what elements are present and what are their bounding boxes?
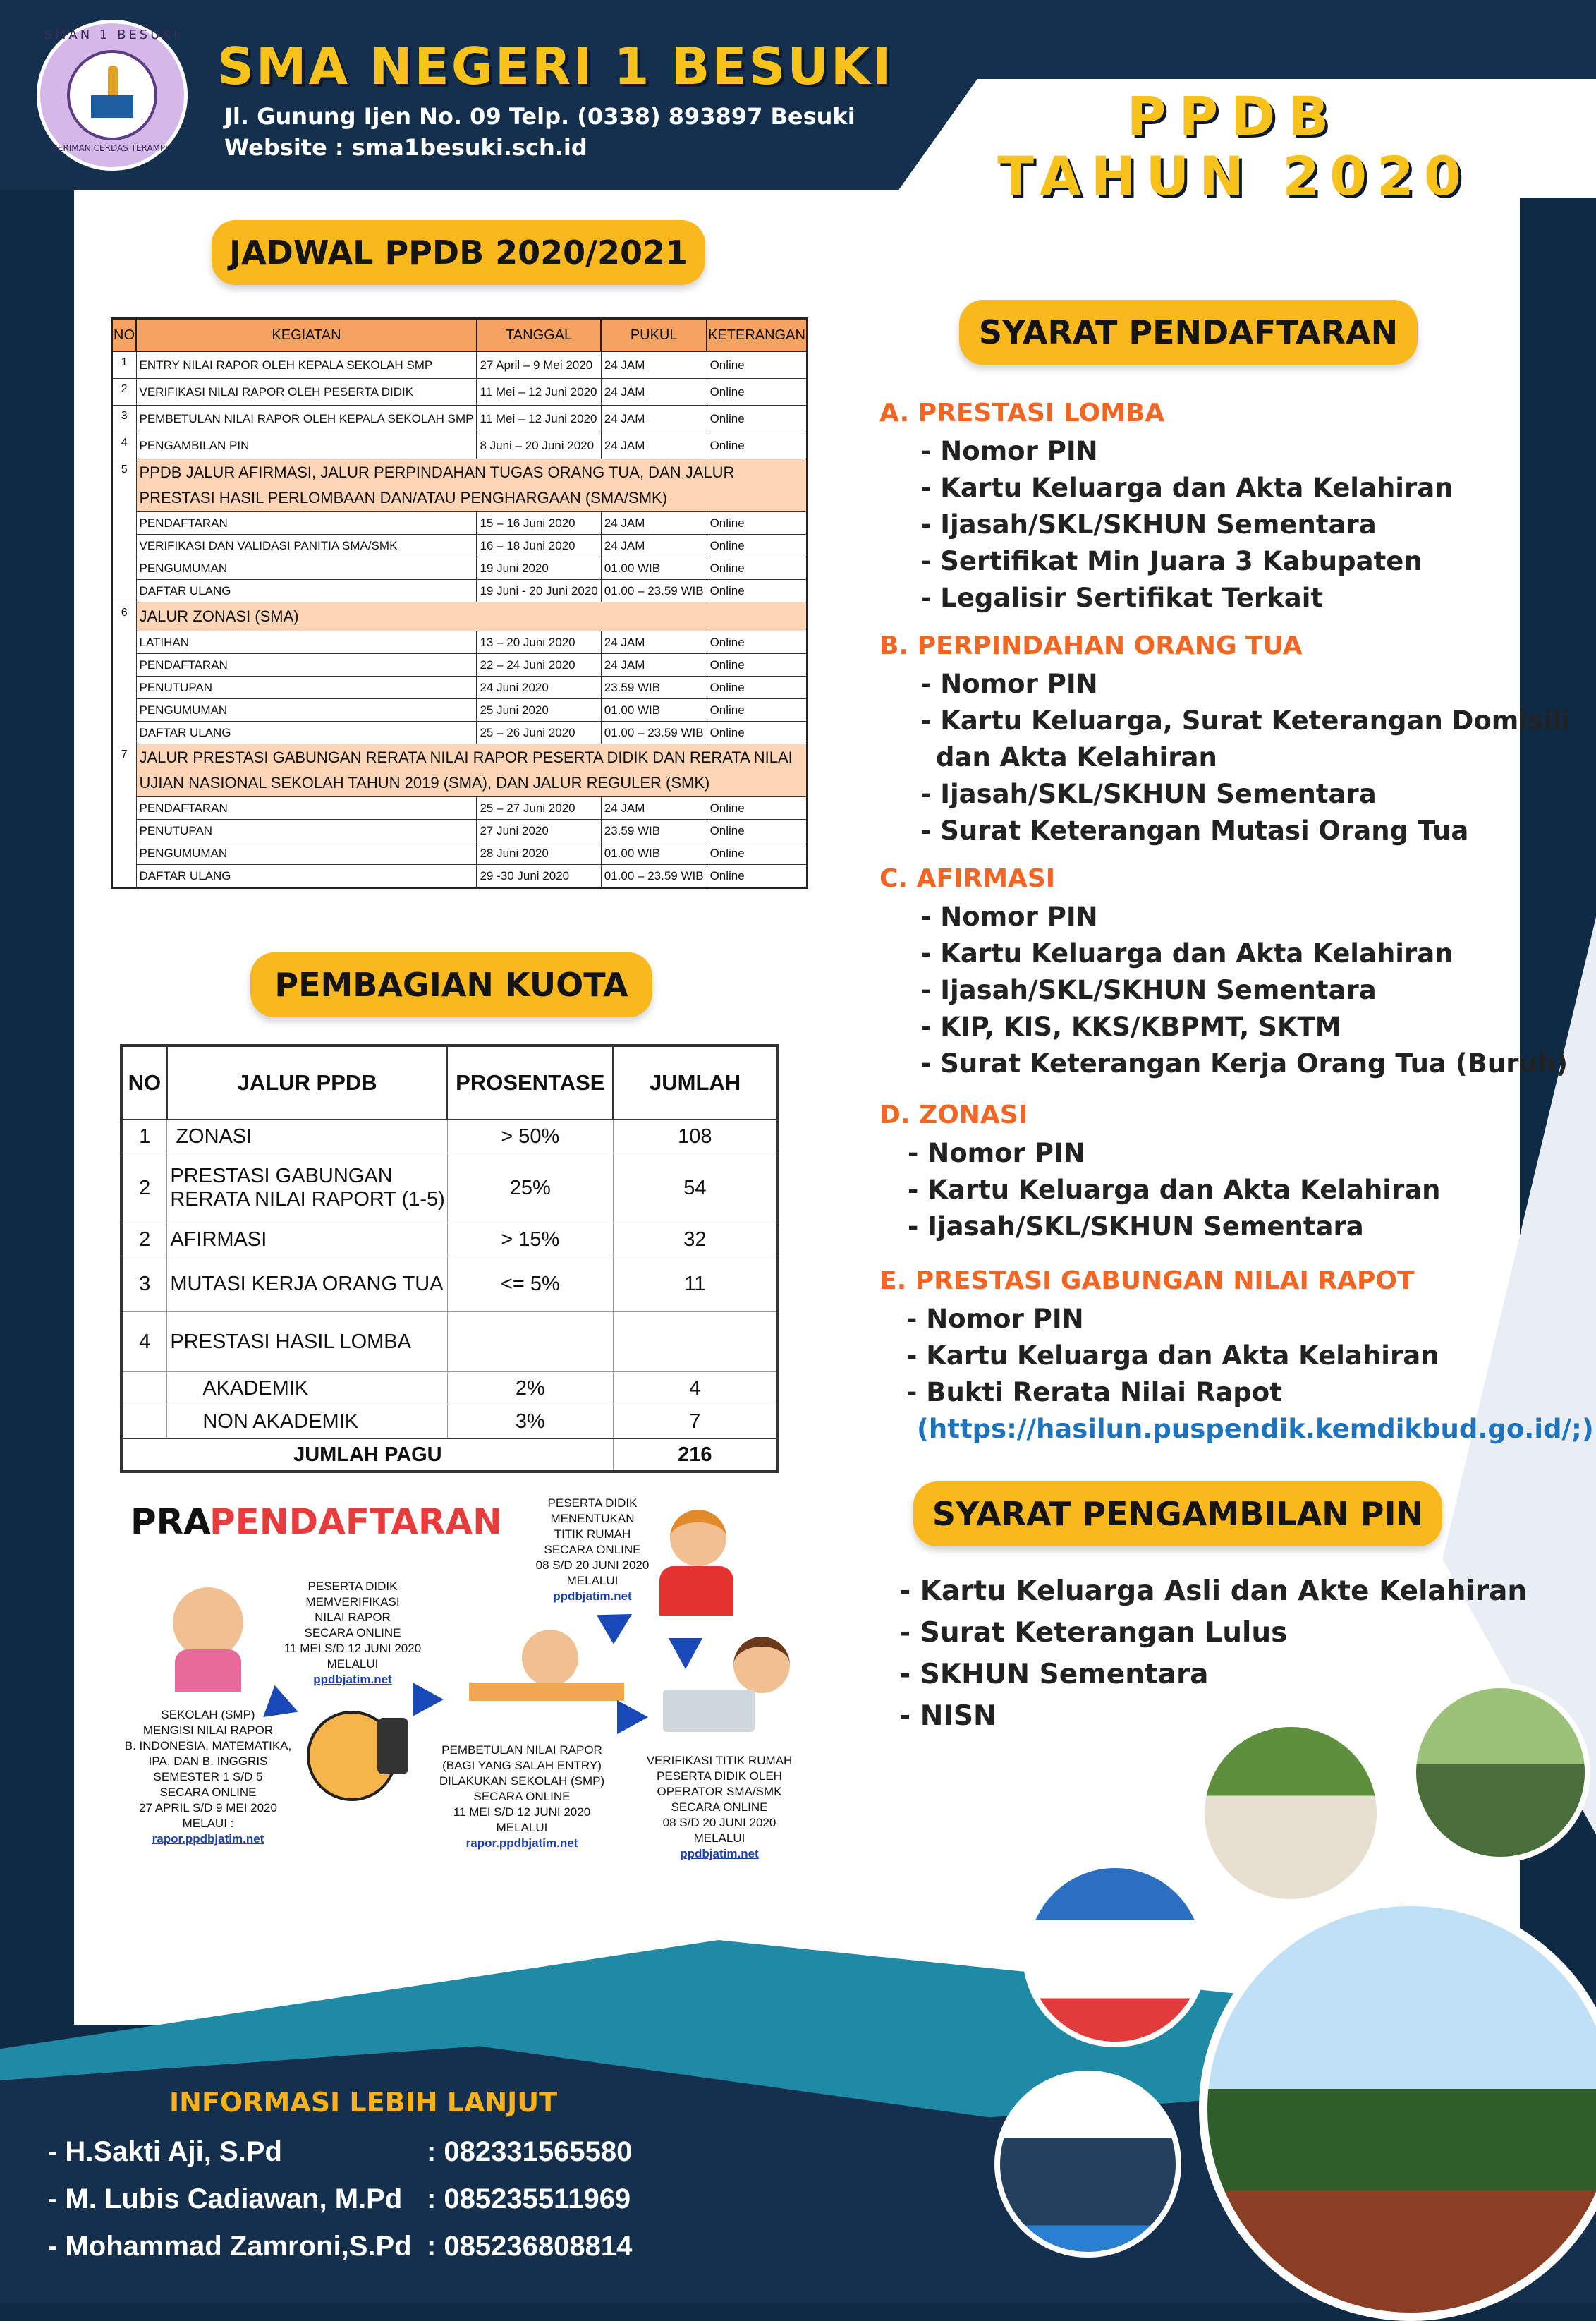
schedule-row: [112, 580, 808, 602]
requirement-item: - Sertifikat Min Juara 3 Kabupaten: [920, 546, 1423, 576]
quota-table: [120, 1044, 779, 1473]
cell-keterangan: Online: [707, 722, 807, 744]
schedule-row: [112, 535, 808, 557]
quota-title: PEMBAGIAN KUOTA: [250, 952, 652, 1017]
requirement-item: - Surat Keterangan Mutasi Orang Tua: [920, 816, 1469, 846]
schedule-title: JADWAL PPDB 2020/2021: [212, 220, 705, 285]
cell-pukul: 23.59 WIB: [601, 820, 707, 842]
schedule-group-row: [112, 602, 808, 631]
pra-step-link[interactable]: rapor.ppdbjatim.net: [465, 1836, 578, 1850]
ppdb-year: TAHUN 2020: [997, 145, 1471, 207]
schedule-row: [112, 654, 808, 677]
requirement-section-heading: D. ZONASI: [879, 1101, 1028, 1129]
school-website: Website : sma1besuki.sch.id: [224, 134, 587, 161]
pra-step-line: SEKOLAH (SMP): [161, 1708, 255, 1721]
requirement-item: - Ijasah/SKL/SKHUN Sementara: [908, 1211, 1364, 1242]
contact-title: INFORMASI LEBIH LANJUT: [169, 2087, 558, 2118]
quota-cell-jalur: PRESTASI HASIL LOMBA: [167, 1312, 448, 1372]
verifier-figure-icon: [733, 1637, 790, 1693]
quota-row: [121, 1312, 778, 1372]
cell-tanggal: 25 Juni 2020: [477, 699, 601, 722]
schedule-row: [112, 557, 808, 580]
pra-step-line: MELALUI: [566, 1574, 619, 1587]
quota-cell-jalur: AFIRMASI: [167, 1223, 448, 1256]
requirement-item: - Ijasah/SKL/SKHUN Sementara: [920, 779, 1377, 809]
quota-cell-prosentase: 25%: [447, 1153, 613, 1223]
cell-keterangan: Online: [707, 406, 807, 432]
requirement-item: - Kartu Keluarga dan Akta Kelahiran: [908, 1175, 1441, 1205]
ppdb-title: PPDB: [1126, 85, 1342, 147]
schedule-group-title: JALUR ZONASI (SMA): [136, 602, 807, 631]
logo-emblem: [67, 50, 157, 140]
quota-col-jalur: JALUR PPDB: [167, 1046, 448, 1120]
arrow-down-icon: [669, 1638, 702, 1669]
pin-requirements-title: SYARAT PENGAMBILAN PIN: [913, 1481, 1442, 1546]
quota-cell-jumlah: 11: [613, 1256, 778, 1312]
quota-cell-no: 1: [121, 1120, 167, 1153]
cell-pukul: 01.00 – 23.59 WIB: [601, 580, 707, 602]
quota-row: [121, 1153, 778, 1223]
schedule-row: [112, 699, 808, 722]
pra-step-line: 27 APRIL S/D 9 MEI 2020: [139, 1801, 277, 1814]
col-kegiatan: KEGIATAN: [136, 319, 477, 352]
phone-icon: [377, 1718, 408, 1774]
cell-pukul: 24 JAM: [601, 351, 707, 379]
cell-keterangan: Online: [707, 351, 807, 379]
requirement-section-heading: C. AFIRMASI: [879, 864, 1056, 893]
contact-name: - H.Sakti Aji, S.Pd: [48, 2136, 282, 2167]
cell-tanggal: 22 – 24 Juni 2020: [477, 654, 601, 677]
col-keterangan: KETERANGAN: [707, 319, 807, 352]
cell-kegiatan: PENGUMUMAN: [136, 557, 477, 580]
quota-cell-prosentase: 3%: [447, 1405, 613, 1439]
quota-col-no: NO: [121, 1046, 167, 1120]
contact-phone[interactable]: : 085236808814: [427, 2231, 633, 2262]
quota-cell-prosentase: > 50%: [447, 1120, 613, 1153]
cell-no: 2: [112, 379, 137, 406]
pra-step-4: [522, 1496, 663, 1604]
cell-keterangan: Online: [707, 557, 807, 580]
cell-tanggal: 25 – 27 Juni 2020: [477, 797, 601, 820]
pra-step-1: [120, 1707, 296, 1847]
pra-step-link[interactable]: ppdbjatim.net: [680, 1847, 759, 1860]
pin-requirement-item: - SKHUN Sementara: [899, 1659, 1209, 1690]
requirement-item: - Kartu Keluarga dan Akta Kelahiran: [920, 938, 1454, 969]
cell-tanggal: 24 Juni 2020: [477, 677, 601, 699]
cell-tanggal: 27 April – 9 Mei 2020: [477, 351, 601, 379]
requirement-link[interactable]: (https://hasilun.puspendik.kemdikbud.go.id/;): [917, 1414, 1594, 1444]
school-address: Jl. Gunung Ijen No. 09 Telp. (0338) 893897 Besuki: [224, 103, 855, 130]
cell-tanggal: 28 Juni 2020: [477, 842, 601, 865]
requirement-item: - Nomor PIN: [906, 1304, 1084, 1334]
cell-tanggal: 19 Juni - 20 Juni 2020: [477, 580, 601, 602]
pin-requirement-item: - NISN: [899, 1700, 997, 1732]
cell-no: 7: [112, 744, 137, 888]
cell-pukul: 24 JAM: [601, 406, 707, 432]
cell-keterangan: Online: [707, 677, 807, 699]
pra-step-line: MENENTUKAN: [550, 1512, 635, 1525]
pra-step-line: NILAI RAPOR: [315, 1611, 391, 1624]
requirement-section-heading: E. PRESTASI GABUNGAN NILAI RAPOT: [879, 1266, 1415, 1295]
cell-pukul: 24 JAM: [601, 379, 707, 406]
cell-keterangan: Online: [707, 654, 807, 677]
cell-tanggal: 13 – 20 Juni 2020: [477, 631, 601, 654]
schedule-row: [112, 677, 808, 699]
karate-champions-photo: [1023, 1862, 1207, 2047]
contact-phone[interactable]: : 082331565580: [427, 2136, 633, 2167]
cell-no: 1: [112, 351, 137, 379]
pra-step-line: 08 S/D 20 JUNI 2020: [535, 1558, 650, 1572]
cell-keterangan: Online: [707, 379, 807, 406]
pra-step-5: [638, 1753, 800, 1862]
quota-col-jumlah: JUMLAH: [613, 1046, 778, 1120]
pra-step-line: SECARA ONLINE: [304, 1626, 401, 1640]
desk-icon: [469, 1683, 624, 1701]
pra-step-line: SECARA ONLINE: [671, 1800, 768, 1814]
schedule-group-title: PPDB JALUR AFIRMASI, JALUR PERPINDAHAN TUGAS ORANG TUA, DAN JALUR PRESTASI HASIL PERLOMBAAN DAN/ATAU PENGHARGAAN (SMA/SMK): [136, 459, 807, 512]
cell-kegiatan: ENTRY NILAI RAPOR OLEH KEPALA SEKOLAH SMP: [136, 351, 477, 379]
cell-no: 3: [112, 406, 137, 432]
quota-cell-no: 2: [121, 1153, 167, 1223]
quota-cell-jumlah: 54: [613, 1153, 778, 1223]
pin-requirement-item: - Surat Keterangan Lulus: [899, 1617, 1288, 1649]
quota-row: [121, 1223, 778, 1256]
cell-kegiatan: PENDAFTARAN: [136, 654, 477, 677]
cell-pukul: 24 JAM: [601, 432, 707, 459]
pra-step-line: PESERTA DIDIK OLEH: [657, 1769, 782, 1783]
pra-title-main: PENDAFTARAN: [209, 1501, 502, 1542]
cell-keterangan: Online: [707, 580, 807, 602]
pra-step-line: MELALUI: [327, 1657, 379, 1671]
pra-step-line: PESERTA DIDIK: [547, 1496, 638, 1510]
quota-cell-jumlah: 4: [613, 1372, 778, 1405]
contact-name: - M. Lubis Cadiawan, M.Pd: [48, 2183, 403, 2214]
cell-tanggal: 11 Mei – 12 Juni 2020: [477, 379, 601, 406]
pra-step-line: PEMBETULAN NILAI RAPOR: [441, 1743, 602, 1757]
schedule-group-title: JALUR PRESTASI GABUNGAN RERATA NILAI RAPOR PESERTA DIDIK DAN RERATA NILAI UJIAN NASIONAL SEKOLAH TAHUN 2019 (SMA), DAN JALUR REGULER (SMK): [136, 744, 807, 797]
requirement-section-heading: A. PRESTASI LOMBA: [879, 399, 1165, 428]
quota-cell-prosentase: > 15%: [447, 1223, 613, 1256]
pin-requirement-item: - Kartu Keluarga Asli dan Akte Kelahiran: [899, 1575, 1528, 1607]
pra-step-line: MEMVERIFIKASI: [305, 1595, 400, 1608]
cell-kegiatan: PENUTUPAN: [136, 820, 477, 842]
quota-total-value: 216: [613, 1438, 778, 1472]
schedule-row: [112, 865, 808, 888]
award-ceremony-photo: [994, 2071, 1181, 2258]
schedule-row: [112, 797, 808, 820]
pra-step-line: MELAUI :: [182, 1817, 234, 1830]
cell-pukul: 24 JAM: [601, 797, 707, 820]
cell-kegiatan: PENDAFTARAN: [136, 797, 477, 820]
schedule-row: [112, 820, 808, 842]
pra-step-line: SECARA ONLINE: [159, 1786, 257, 1799]
cell-kegiatan: LATIHAN: [136, 631, 477, 654]
requirement-item: - Kartu Keluarga dan Akta Kelahiran: [920, 473, 1454, 503]
pra-step-line: 08 S/D 20 JUNI 2020: [662, 1816, 776, 1829]
school-logo: [37, 20, 188, 171]
quota-cell-prosentase: [447, 1312, 613, 1372]
pra-step-line: SECARA ONLINE: [473, 1790, 571, 1803]
pra-step-line: B. INDONESIA, MATEMATIKA,: [124, 1739, 292, 1752]
contact-name: - Mohammad Zamroni,S.Pd: [48, 2231, 412, 2262]
cell-kegiatan: DAFTAR ULANG: [136, 722, 477, 744]
cell-tanggal: 15 – 16 Juni 2020: [477, 512, 601, 535]
cell-keterangan: Online: [707, 535, 807, 557]
quota-cell-jalur: ZONASI: [167, 1120, 448, 1153]
requirement-item: - Legalisir Sertifikat Terkait: [920, 583, 1324, 613]
contact-phone[interactable]: : 085235511969: [427, 2183, 631, 2214]
pra-step-link[interactable]: ppdbjatim.net: [313, 1673, 392, 1686]
quota-row: [121, 1256, 778, 1312]
pra-title-prefix: PRA: [130, 1501, 211, 1542]
quota-cell-jumlah: 108: [613, 1120, 778, 1153]
col-no: NO: [112, 319, 137, 352]
schedule-row: [112, 351, 808, 379]
cell-kegiatan: PENDAFTARAN: [136, 512, 477, 535]
pra-step-line: 11 MEI S/D 12 JUNI 2020: [284, 1642, 422, 1655]
cell-tanggal: 16 – 18 Juni 2020: [477, 535, 601, 557]
cell-kegiatan: DAFTAR ULANG: [136, 580, 477, 602]
requirement-item: dan Akta Kelahiran: [936, 742, 1217, 772]
student-body-icon: [659, 1566, 733, 1616]
schedule-row: [112, 379, 808, 406]
schedule-row: [112, 631, 808, 654]
quota-col-prosentase: PROSENTASE: [447, 1046, 613, 1120]
quota-cell-jumlah: 7: [613, 1405, 778, 1439]
quota-cell-jalur: MUTASI KERJA ORANG TUA: [167, 1256, 448, 1312]
cell-tanggal: 11 Mei – 12 Juni 2020: [477, 406, 601, 432]
cell-tanggal: 25 – 26 Juni 2020: [477, 722, 601, 744]
schedule-row: [112, 406, 808, 432]
cell-keterangan: Online: [707, 820, 807, 842]
pra-step-line: SEMESTER 1 S/D 5: [153, 1770, 263, 1783]
torch-icon: [108, 66, 118, 97]
cell-kegiatan: PEMBETULAN NILAI RAPOR OLEH KEPALA SEKOLAH SMP: [136, 406, 477, 432]
requirement-item: - Kartu Keluarga, Surat Keterangan Domisili: [920, 705, 1571, 736]
teacher-body-icon: [175, 1649, 241, 1692]
cell-no: 6: [112, 602, 137, 744]
quota-cell-no: 2: [121, 1223, 167, 1256]
book-icon: [91, 95, 133, 118]
requirement-item: - Nomor PIN: [920, 902, 1098, 932]
cell-pukul: 01.00 WIB: [601, 699, 707, 722]
quota-cell-no: 4: [121, 1312, 167, 1372]
pra-step-line: 11 MEI S/D 12 JUNI 2020: [453, 1805, 591, 1819]
quota-cell-jumlah: [613, 1312, 778, 1372]
schedule-table: [111, 317, 808, 889]
requirement-item: - Bukti Rerata Nilai Rapot: [906, 1377, 1282, 1407]
operator-figure-icon: [522, 1630, 578, 1686]
col-pukul: PUKUL: [601, 319, 707, 352]
laptop-icon: [663, 1690, 755, 1732]
quota-cell-prosentase: 2%: [447, 1372, 613, 1405]
logo-motto: BERIMAN CERDAS TERAMPIL: [51, 143, 173, 153]
pra-step-line: VERIFIKASI TITIK RUMAH: [646, 1754, 793, 1767]
cell-keterangan: Online: [707, 631, 807, 654]
pra-step-line: MENGISI NILAI RAPOR: [142, 1723, 274, 1737]
requirement-item: - KIP, KIS, KKS/KBPMT, SKTM: [920, 1012, 1341, 1042]
quota-cell-jalur: NON AKADEMIK: [167, 1405, 448, 1439]
pra-step-line: MELALUI: [496, 1821, 548, 1834]
pra-step-line: TITIK RUMAH: [554, 1527, 631, 1541]
schedule-header-row: [112, 319, 808, 352]
cell-pukul: 01.00 WIB: [601, 557, 707, 580]
cell-kegiatan: PENGUMUMAN: [136, 699, 477, 722]
cell-keterangan: Online: [707, 512, 807, 535]
schedule-row: [112, 432, 808, 459]
cell-kegiatan: PENGUMUMAN: [136, 842, 477, 865]
quota-cell-no: [121, 1372, 167, 1405]
cell-keterangan: Online: [707, 699, 807, 722]
pra-step-line: MELALUI: [693, 1831, 745, 1845]
requirement-item: - Nomor PIN: [920, 436, 1098, 466]
cell-pukul: 24 JAM: [601, 631, 707, 654]
quota-header-row: [121, 1046, 778, 1120]
quota-cell-jumlah: 32: [613, 1223, 778, 1256]
teacher-figure-icon: [173, 1587, 243, 1658]
quota-cell-jalur: PRESTASI GABUNGAN RERATA NILAI RAPORT (1-5): [167, 1153, 448, 1223]
cell-kegiatan: DAFTAR ULANG: [136, 865, 477, 888]
logo-top-text: SMAN 1 BESUKI: [44, 28, 181, 42]
cell-pukul: 24 JAM: [601, 654, 707, 677]
quota-total-row: [121, 1438, 778, 1472]
cell-pukul: 01.00 WIB: [601, 842, 707, 865]
cell-keterangan: Online: [707, 432, 807, 459]
cell-kegiatan: PENGAMBILAN PIN: [136, 432, 477, 459]
cell-pukul: 24 JAM: [601, 512, 707, 535]
pra-step-line: PESERTA DIDIK: [307, 1580, 398, 1593]
students-praying-photo: [1199, 1721, 1382, 1905]
schedule-group-row: [112, 744, 808, 797]
cell-kegiatan: VERIFIKASI NILAI RAPOR OLEH PESERTA DIDIK: [136, 379, 477, 406]
schedule-row: [112, 722, 808, 744]
quota-cell-no: [121, 1405, 167, 1439]
pra-step-link[interactable]: ppdbjatim.net: [553, 1589, 632, 1603]
cell-no: 5: [112, 459, 137, 602]
pra-step-link[interactable]: rapor.ppdbjatim.net: [152, 1832, 264, 1846]
cell-keterangan: Online: [707, 865, 807, 888]
pra-step-3: [434, 1743, 610, 1851]
quota-row: [121, 1405, 778, 1439]
quota-total-label: JUMLAH PAGU: [121, 1438, 613, 1472]
cell-tanggal: 29 -30 Juni 2020: [477, 865, 601, 888]
cell-keterangan: Online: [707, 842, 807, 865]
arrow-right-icon: [617, 1700, 648, 1734]
school-ceremony-photo: [1411, 1683, 1590, 1862]
cell-tanggal: 8 Juni – 20 Juni 2020: [477, 432, 601, 459]
arrow-right-icon: [413, 1683, 444, 1716]
cell-tanggal: 19 Juni 2020: [477, 557, 601, 580]
quota-row: [121, 1372, 778, 1405]
cell-pukul: 24 JAM: [601, 535, 707, 557]
requirement-item: - Kartu Keluarga dan Akta Kelahiran: [906, 1340, 1439, 1371]
cell-pukul: 23.59 WIB: [601, 677, 707, 699]
schedule-group-row: [112, 459, 808, 512]
cell-pukul: 01.00 – 23.59 WIB: [601, 865, 707, 888]
cell-pukul: 01.00 – 23.59 WIB: [601, 722, 707, 744]
pra-step-line: (BAGI YANG SALAH ENTRY): [442, 1759, 602, 1772]
requirement-item: - Ijasah/SKL/SKHUN Sementara: [920, 509, 1377, 540]
quota-cell-jalur: AKADEMIK: [167, 1372, 448, 1405]
cell-keterangan: Online: [707, 797, 807, 820]
pra-step-line: DILAKUKAN SEKOLAH (SMP): [439, 1774, 605, 1788]
quota-cell-no: 3: [121, 1256, 167, 1312]
cell-no: 4: [112, 432, 137, 459]
requirement-item: - Surat Keterangan Kerja Orang Tua (Buruh): [920, 1048, 1568, 1079]
requirement-item: - Ijasah/SKL/SKHUN Sementara: [920, 975, 1377, 1005]
requirement-item: - Nomor PIN: [920, 669, 1098, 699]
pra-step-line: IPA, DAN B. INGGRIS: [148, 1755, 268, 1768]
col-tanggal: TANGGAL: [477, 319, 601, 352]
schedule-row: [112, 512, 808, 535]
pra-step-line: OPERATOR SMA/SMK: [657, 1785, 782, 1798]
cell-kegiatan: VERIFIKASI DAN VALIDASI PANITIA SMA/SMK: [136, 535, 477, 557]
quota-row: [121, 1120, 778, 1153]
pra-step-2: [272, 1579, 434, 1687]
cell-kegiatan: PENUTUPAN: [136, 677, 477, 699]
requirement-section-heading: B. PERPINDAHAN ORANG TUA: [879, 631, 1303, 660]
requirement-item: - Nomor PIN: [908, 1138, 1085, 1168]
quota-cell-prosentase: <= 5%: [447, 1256, 613, 1312]
pra-step-line: SECARA ONLINE: [544, 1543, 641, 1556]
schedule-row: [112, 842, 808, 865]
student-tablet-figure-icon: [670, 1510, 726, 1566]
cell-tanggal: 27 Juni 2020: [477, 820, 601, 842]
school-name: SMA NEGERI 1 BESUKI: [217, 37, 894, 96]
requirements-title: SYARAT PENDAFTARAN: [959, 300, 1418, 365]
